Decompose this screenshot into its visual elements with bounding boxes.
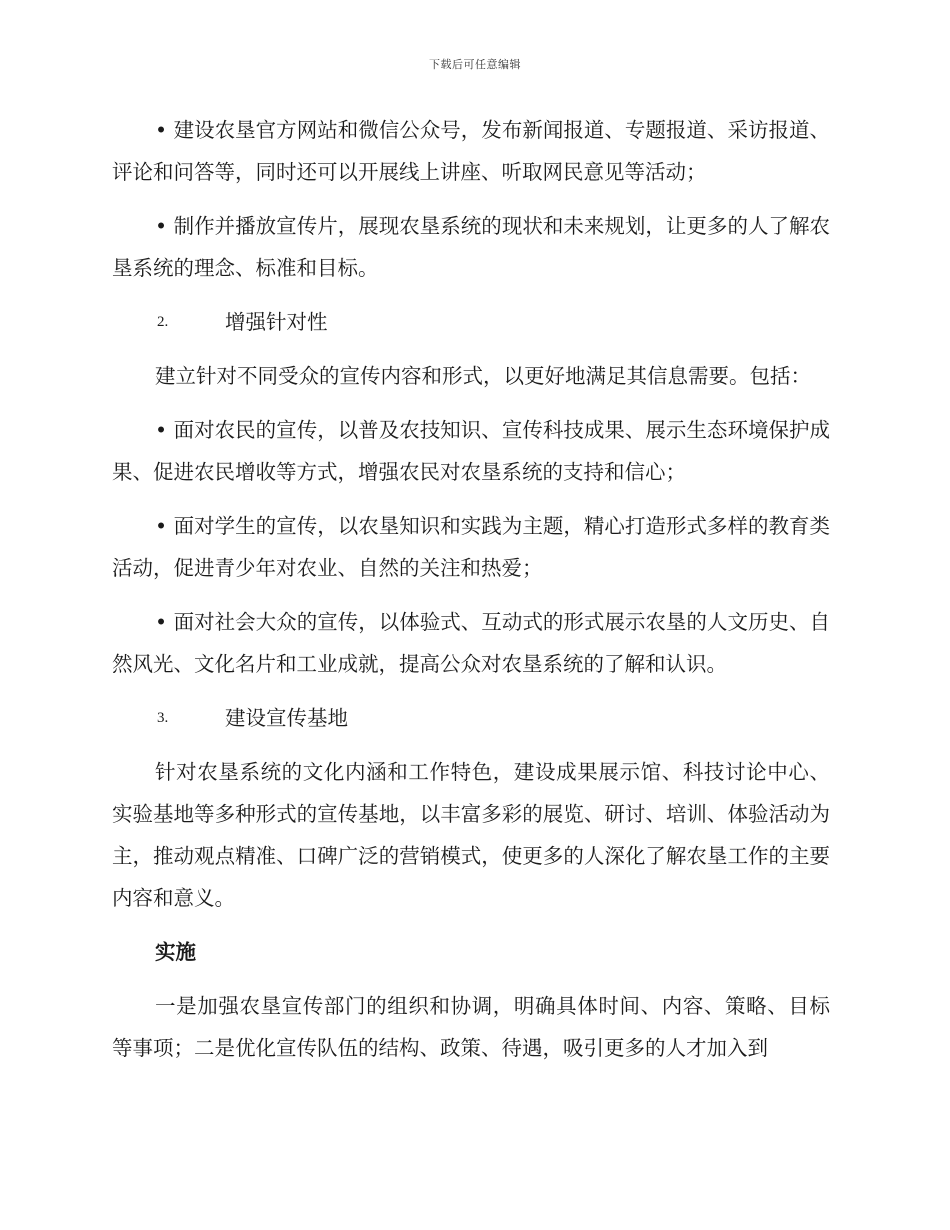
- bullet-paragraph-farmers: • 面对农民的宣传，以普及农技知识、宣传科技成果、展示生态环境保护成果、促进农民增收等方式，增强农民对农垦系统的支持和信心；: [112, 418, 830, 484]
- numbered-heading-3: [112, 697, 830, 739]
- paragraph-implementation: 一是加强农垦宣传部门的组织和协调，明确具体时间、内容、策略、目标等事项；二是优化宣传队伍的结构、政策、待遇，吸引更多的人才加入到: [112, 994, 830, 1060]
- item-number: 2.: [157, 314, 169, 330]
- item-title: 建设宣传基地: [225, 706, 348, 730]
- bullet-paragraph-website: • 建设农垦官方网站和微信公众号，发布新闻报道、专题报道、采访报道、评论和问答等，同时还可以开展线上讲座、听取网民意见等活动；: [112, 118, 830, 184]
- bullet-paragraph-students: • 面对学生的宣传，以农垦知识和实践为主题，精心打造形式多样的教育类活动，促进青少年对农业、自然的关注和热爱；: [112, 514, 830, 580]
- item-number: 3.: [157, 710, 169, 726]
- bullet-paragraph-video: • 制作并播放宣传片，展现农垦系统的现状和未来规划，让更多的人了解农垦系统的理念、标准和目标。: [112, 214, 830, 280]
- paragraph-targeting: 建立针对不同受众的宣传内容和形式，以更好地满足其信息需要。包括：: [155, 364, 811, 388]
- page-header: 下载后可任意编辑: [429, 58, 521, 71]
- item-title: 增强针对性: [225, 310, 328, 334]
- paragraph-base: 针对农垦系统的文化内涵和工作特色，建设成果展示馆、科技讨论中心、实验基地等多种形式的宣传基地，以丰富多彩的展览、研讨、培训、体验活动为主，推动观点精准、口碑广泛的营销模式，使更多的人深化了解农垦工作的主要内容和意义。: [112, 760, 830, 910]
- section-heading-implementation: 实施: [155, 940, 196, 964]
- document-body: [112, 109, 830, 1081]
- bullet-paragraph-public: • 面对社会大众的宣传，以体验式、互动式的形式展示农垦的人文历史、自然风光、文化名片和工业成就，提高公众对农垦系统的了解和认识。: [112, 610, 830, 676]
- numbered-heading-2: [112, 301, 830, 343]
